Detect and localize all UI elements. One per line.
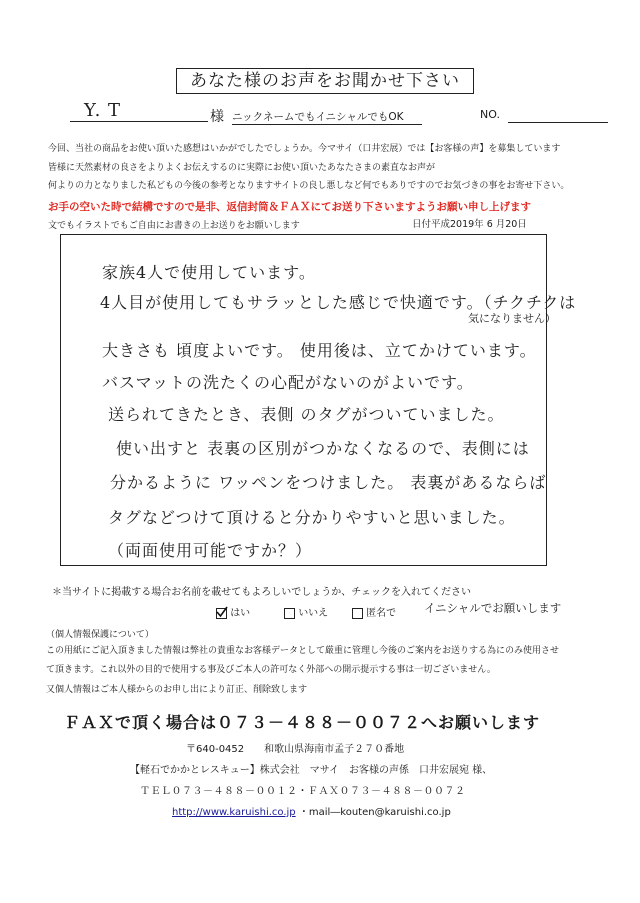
comment-line-2: 4人目が使用してもサラッとした感じで快適です。（チクチクは bbox=[100, 293, 577, 312]
page-title: あなた様のお声をお聞かせ下さい bbox=[176, 68, 474, 94]
privacy-heading: （個人情報保護について） bbox=[46, 630, 154, 640]
privacy-line-1: この用紙にご記入頂きました情報は弊社の貴重なお客様データとして厳重に管理し今後のご案内をお送りする為にのみ使用させ bbox=[46, 646, 560, 656]
comment-line-5: バスマットの洗たくの心配がないのがよいです。 bbox=[102, 373, 474, 392]
consent-yes-label: はい bbox=[230, 608, 251, 619]
checkbox-checked-icon[interactable] bbox=[216, 608, 227, 619]
comment-line-6: 送られてきたとき、表側 のタグがついていました。 bbox=[108, 405, 505, 424]
checkbox-icon[interactable] bbox=[284, 608, 295, 619]
comment-line-9: タグなどつけて頂けると分かりやすいと思いました。 bbox=[108, 508, 516, 527]
intro-red-line: お手の空いた時で結構ですので是非、返信封筒＆ＦＡＸにてお送り下さいますようお願い申し上げます bbox=[48, 201, 531, 213]
email-address: ・mail―kouten@karuishi.co.jp bbox=[298, 807, 451, 818]
name-field[interactable]: Y. T bbox=[70, 100, 208, 122]
no-field[interactable] bbox=[508, 121, 608, 123]
name-hint: ニックネームでもイニシャルでもOK bbox=[232, 109, 422, 125]
fax-instruction: ＦＡＸで頂く場合は０７３－４８８－００７２へお願いします bbox=[64, 713, 541, 732]
comment-line-10: （両面使用可能ですか？） bbox=[108, 541, 313, 560]
footer-address: 〒640-0452 和歌山県海南市孟子２７０番地 bbox=[186, 744, 405, 755]
intro-line-2: 皆様に天然素材の良さをよりよくお伝えするのに実際にお使い頂いたあなたさまの素直なお声が bbox=[48, 163, 436, 173]
intro-line-3: 何よりの力となりました私どもの今後の参考となりますサイトの良し悪しなど何でもありですのでお気づきの事をお寄せ下さい。 bbox=[48, 181, 570, 191]
footer-company: 【軽石でかかとレスキュー】株式会社 マサイ お客様の声係 口井宏展宛 様、 bbox=[130, 765, 493, 776]
consent-handwritten-note: イニシャルでお願いします bbox=[424, 601, 562, 615]
consent-anon-label: 匿名で bbox=[366, 608, 397, 619]
intro-line-1: 今回、当社の商品をお使い頂いた感想はいかがでしたでしょうか。今マサイ（口井宏展）では【お客様の声】を募集しています bbox=[48, 144, 561, 154]
privacy-line-2: て頂きます。これ以外の目的で使用する事及びご本人の許可なく外部への開示提示する事は一切ございません。 bbox=[46, 665, 496, 675]
name-suffix: 様 bbox=[210, 109, 224, 125]
comment-line-8: 分かるように ワッペンをつけました。 表裏があるならば bbox=[110, 473, 547, 492]
footer-tel-fax: ＴＥＬ０７３－４８８－００１２・ＦＡＸ０７３－４８８－００７２ bbox=[140, 786, 466, 797]
date-field[interactable]: 日付平成2019年 6 月20日 bbox=[412, 219, 527, 230]
checkbox-icon[interactable] bbox=[352, 608, 363, 619]
consent-option-no[interactable] bbox=[284, 604, 328, 619]
no-label: NO. bbox=[480, 108, 500, 121]
comment-line-1: 家族4人で使用しています。 bbox=[102, 263, 316, 282]
privacy-line-3: 又個人情報はご本人様からのお申し出により訂正、削除致します bbox=[46, 685, 308, 695]
consent-no-label: いいえ bbox=[298, 608, 329, 619]
consent-option-anon[interactable] bbox=[352, 604, 396, 619]
consent-question: ＊当サイトに掲載する場合お名前を載せてもよろしいでしょうか、チェックを入れてください bbox=[52, 587, 471, 598]
comment-line-3: 気になりません） bbox=[468, 312, 556, 325]
intro-line-5: 文でもイラストでもご自由にお書きの上お送りをお願いします bbox=[48, 221, 300, 231]
comment-line-4: 大きさも 頃度よいです。 使用後は、立てかけています。 bbox=[102, 341, 537, 360]
consent-option-yes[interactable] bbox=[216, 604, 250, 619]
comment-line-7: 使い出すと 表裏の区別がつかなくなるので、表側には bbox=[116, 439, 530, 458]
website-link[interactable]: http://www.karuishi.co.jp bbox=[172, 807, 296, 818]
